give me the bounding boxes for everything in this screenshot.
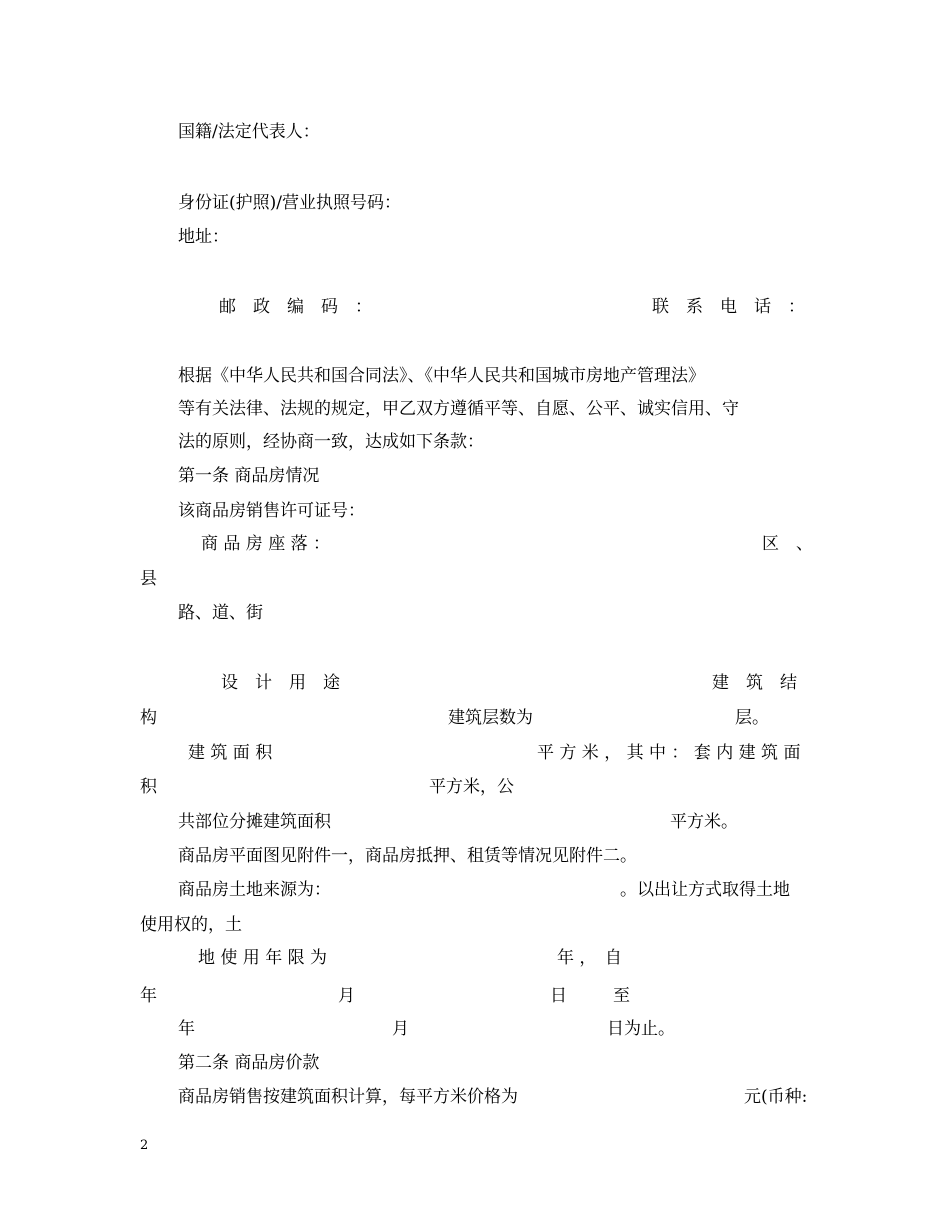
id-number-line: 身份证(护照)/营业执照号码： xyxy=(178,193,401,213)
article-1-heading: 第一条 商品房情况 xyxy=(178,466,320,486)
from-day-label: 日 xyxy=(550,986,567,1006)
area-unit-interior: 平 方 米 ， 其 中 ： 套 内 建 筑 面 xyxy=(537,743,801,763)
floors-unit: 层。 xyxy=(735,708,769,728)
land-right-line: 使用权的，土 xyxy=(140,915,242,935)
to-year-label: 年 xyxy=(178,1019,195,1039)
address-line: 地址： xyxy=(178,227,229,247)
from-year-label: 年 xyxy=(140,986,157,1006)
basis-line-1: 根据《中华人民共和国合同法》、《中华人民共和国城市房地产管理法》 xyxy=(178,366,705,386)
postal-code-label: 邮 政 编 码 ： xyxy=(219,297,372,317)
district-label: 区 、 xyxy=(762,534,813,554)
shared-area-label: 共部位分摊建筑面积 xyxy=(178,812,331,832)
basis-line-2: 等有关法律、法规的规定，甲乙双方遵循平等、自愿、公平、诚实信用、守 xyxy=(178,399,739,419)
location-label: 商 品 房 座 落 ： xyxy=(201,534,331,554)
price-line: 商品房销售按建筑面积计算，每平方米价格为 xyxy=(178,1087,518,1107)
area-label-cont: 积 xyxy=(140,777,157,797)
article-2-heading: 第二条 商品房价款 xyxy=(178,1053,320,1073)
license-line: 该商品房销售许可证号： xyxy=(178,501,365,521)
basis-line-3: 法的原则，经协商一致，达成如下条款： xyxy=(178,432,484,452)
shared-area-unit: 平方米。 xyxy=(670,812,738,832)
to-month-label: 月 xyxy=(392,1019,409,1039)
attachments-line: 商品房平面图见附件一，商品房抵押、租赁等情况见附件二。 xyxy=(178,846,637,866)
land-source-label: 商品房土地来源为： xyxy=(178,880,331,900)
from-month-label: 月 xyxy=(338,986,355,1006)
land-term-label: 地 使 用 年 限 为 xyxy=(198,948,328,968)
nationality-line: 国籍/法定代表人： xyxy=(178,122,320,142)
area-unit-shared: 平方米，公 xyxy=(429,777,514,797)
design-use-label: 设 计 用 途 xyxy=(221,673,340,693)
page-number: 2 xyxy=(140,1138,149,1153)
land-source-cont: 。以出让方式取得土地 xyxy=(620,880,790,900)
floors-label: 建筑层数为 xyxy=(448,708,533,728)
land-term-year: 年 ， 自 xyxy=(557,948,622,968)
phone-label: 联 系 电 话 ： xyxy=(652,297,805,317)
structure-label: 建 筑 结 xyxy=(712,673,797,693)
structure-label-cont: 构 xyxy=(140,708,157,728)
county-label: 县 xyxy=(140,569,157,589)
road-line: 路、道、街 xyxy=(178,603,263,623)
area-label: 建 筑 面 积 xyxy=(188,743,273,763)
to-label: 至 xyxy=(613,986,630,1006)
to-day-label: 日为止。 xyxy=(607,1019,675,1039)
price-unit: 元(币种: xyxy=(744,1087,808,1107)
